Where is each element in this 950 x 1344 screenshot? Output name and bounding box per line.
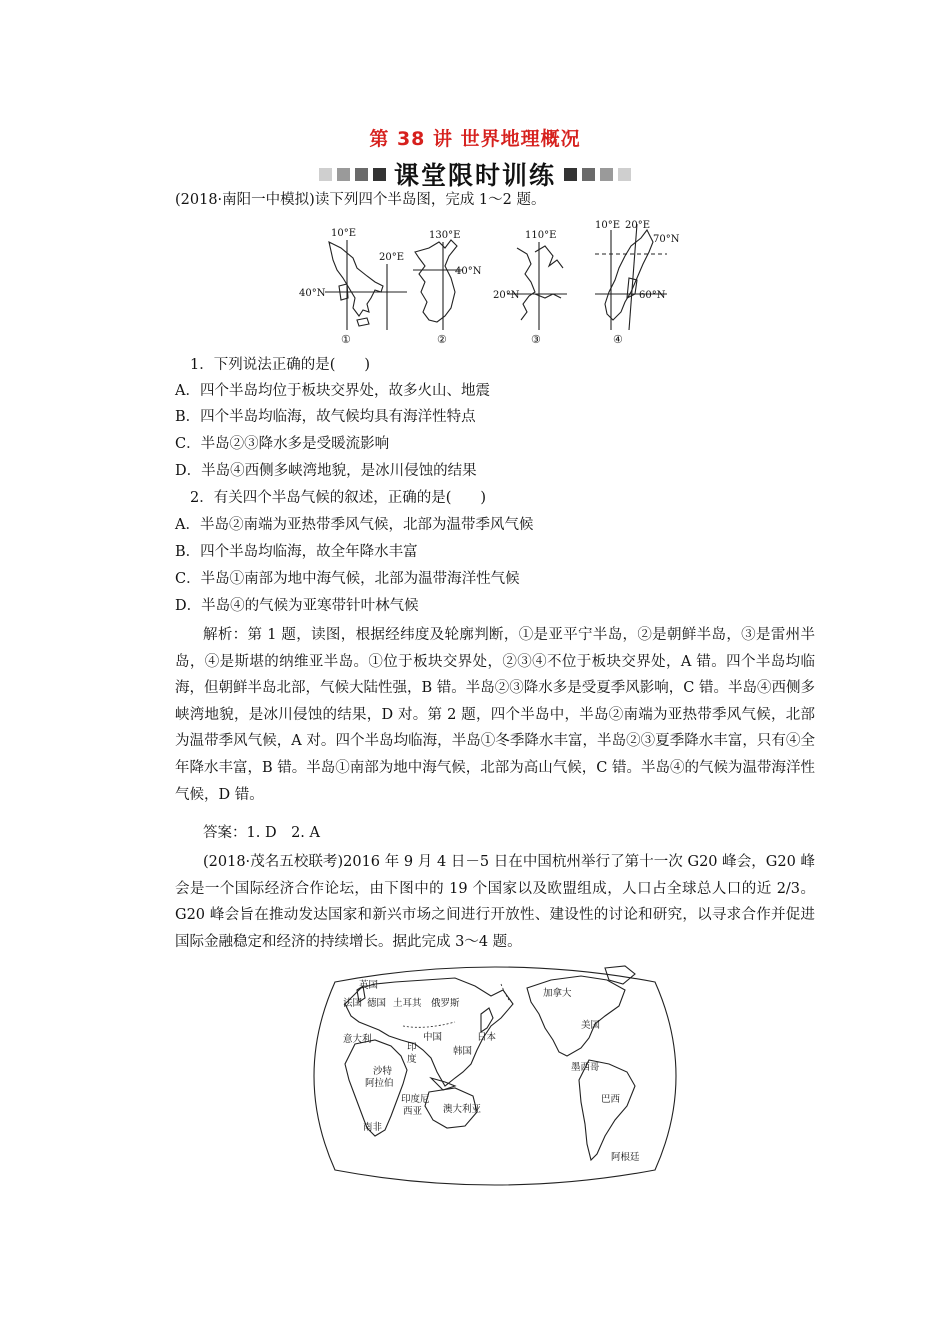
m2-lat-label: 40°N bbox=[455, 266, 482, 277]
section-subtitle: 课堂限时训练 bbox=[393, 161, 556, 190]
analysis-paragraph: 解析：第 1 题，读图，根据经纬度及轮廓判断，①是亚平宁半岛，②是朝鲜半岛，③是雷州半岛，④是斯堪的纳维亚半岛。①位于板块交界处，②③④不位于板块交界处，A 错。四个半岛均临海，但朝鲜半岛北部，气候大陆性强，B 错。半岛②③降水多是受夏季风影响，C 错。半岛④西侧多峡湾地貌，是冰川侵蚀的结果，D 对。第 2 题，四个半岛中，半岛②南端为亚热带季风气候，北部为温带季风气候，A 对。四个半岛均临海，半岛①冬季降水丰富，半岛②③夏季降水丰富，只有④全年降水丰富，B 错。半岛①南部为地中海气候，北部为高山气候，C 错。半岛④的气候为温带海洋性气候，D 错。 bbox=[175, 627, 815, 803]
label-russia: 俄罗斯 bbox=[431, 998, 460, 1009]
m4-lon1-label: 10°E bbox=[595, 220, 621, 231]
label-uk: 英国 bbox=[359, 980, 379, 991]
q1-option-a: A．四个半岛均位于板块交界处，故多火山、地震 bbox=[175, 383, 490, 399]
m3-number: ③ bbox=[531, 333, 541, 346]
q2-option-d: D．半岛④的气候为亚寒带针叶林气候 bbox=[175, 598, 419, 614]
label-japan: 日本 bbox=[477, 1032, 497, 1043]
q1-option-c: C．半岛②③降水多是受暖流影响 bbox=[175, 436, 390, 452]
g20-world-map bbox=[305, 960, 685, 1192]
left-square-decoration bbox=[319, 168, 386, 181]
intro-text-2: (2018·茂名五校联考)2016 年 9 月 4 日－5 日在中国杭州举行了第十一次 G20 峰会，G20 峰会是一个国际经济合作论坛，由下图中的 19 个国家以及欧盟组成，人口占全球总人口的近 2/3。G20 峰会旨在推动发达国家和新兴市场之间进行开放性、建设性的讨论和研究，以寻求合作并促进国际金融稳定和经济的持续增长。据此完成 3～4 题。 bbox=[175, 854, 815, 950]
subtitle-banner bbox=[0, 157, 950, 191]
m2-number: ② bbox=[437, 333, 447, 346]
q1-stem: 1．下列说法正确的是( ) bbox=[190, 357, 371, 373]
label-saudi-1: 沙特 bbox=[373, 1066, 393, 1077]
right-square-decoration bbox=[564, 168, 631, 181]
m4-lat2-label: 60°N bbox=[639, 290, 666, 301]
label-brazil: 巴西 bbox=[601, 1094, 621, 1105]
m1-number: ① bbox=[341, 333, 351, 346]
intro-text-1: (2018·南阳一中模拟)读下列四个半岛图，完成 1～2 题。 bbox=[175, 192, 546, 208]
label-usa: 美国 bbox=[581, 1020, 601, 1031]
m1-lon1-label: 10°E bbox=[331, 228, 357, 239]
m4-lon2-label: 20°E bbox=[625, 220, 651, 231]
label-korea: 韩国 bbox=[453, 1046, 473, 1057]
peninsula-map-2 bbox=[413, 240, 463, 330]
label-india-2: 度 bbox=[407, 1054, 417, 1065]
q2-option-c: C．半岛①南部为地中海气候，北部为温带海洋性气候 bbox=[175, 571, 520, 587]
m2-lon-label: 130°E bbox=[429, 230, 461, 241]
page-title: 第 38 讲 世界地理概况 bbox=[369, 128, 581, 150]
label-mexico: 墨西哥 bbox=[571, 1062, 600, 1073]
label-south-africa: 南非 bbox=[363, 1122, 383, 1133]
label-canada: 加拿大 bbox=[543, 988, 572, 999]
label-indonesia-2: 西亚 bbox=[403, 1106, 423, 1117]
label-turkey: 土耳其 bbox=[393, 998, 422, 1009]
q2-option-b: B．四个半岛均临海，故全年降水丰富 bbox=[175, 544, 418, 560]
label-australia: 澳大利亚 bbox=[443, 1104, 482, 1115]
label-saudi-2: 阿拉伯 bbox=[365, 1078, 394, 1089]
label-china: 中国 bbox=[423, 1032, 443, 1043]
label-argentina: 阿根廷 bbox=[611, 1152, 640, 1163]
label-france: 法国 bbox=[343, 998, 363, 1009]
label-india-1: 印 bbox=[407, 1042, 417, 1053]
label-indonesia-1: 印度尼 bbox=[401, 1094, 430, 1105]
m1-lat-label: 40°N bbox=[299, 288, 326, 299]
m3-lat-label: 20°N bbox=[493, 290, 520, 301]
label-italy: 意大利 bbox=[343, 1034, 372, 1045]
q1-option-d: D．半岛④西侧多峡湾地貌，是冰川侵蚀的结果 bbox=[175, 463, 477, 479]
peninsula-map-3 bbox=[507, 242, 567, 330]
m4-number: ④ bbox=[613, 333, 623, 346]
label-germany: 德国 bbox=[367, 998, 387, 1009]
q2-stem: 2．有关四个半岛气候的叙述，正确的是( ) bbox=[190, 490, 487, 506]
m1-lon2-label: 20°E bbox=[379, 252, 405, 263]
q2-option-a: A．半岛②南端为亚热带季风气候，北部为温带季风气候 bbox=[175, 517, 534, 533]
m4-lat1-label: 70°N bbox=[653, 234, 680, 245]
peninsula-maps-figure bbox=[295, 212, 695, 350]
m3-lon-label: 110°E bbox=[525, 230, 557, 241]
q1-option-b: B．四个半岛均临海，故气候均具有海洋性特点 bbox=[175, 409, 476, 425]
answer-line: 答案：1. D 2. A bbox=[203, 825, 320, 841]
